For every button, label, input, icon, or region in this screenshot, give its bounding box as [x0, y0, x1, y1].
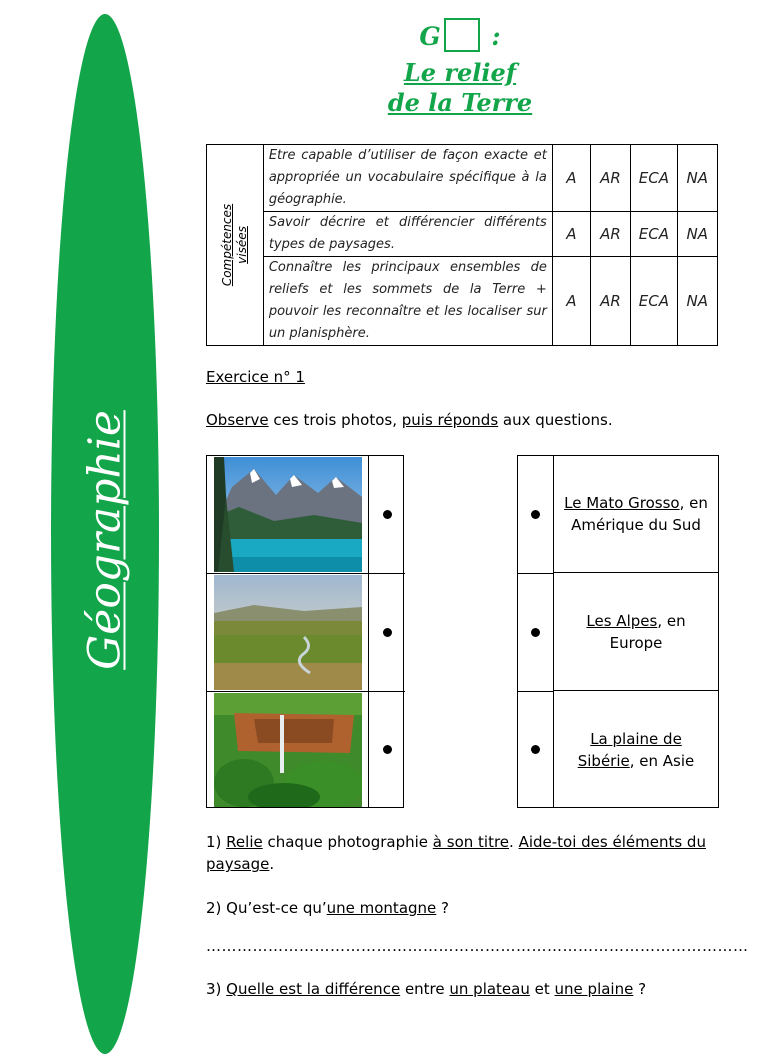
question-1: 1) Relie chaque photographie à son titre. Aide-toi des éléments du paysage.: [206, 833, 706, 873]
side-title: Géographie: [79, 410, 131, 670]
level-a[interactable]: A: [552, 257, 590, 346]
skill-row: Connaître les principaux ensembles de reliefs et les sommets de la Terre + pouvoir les reconnaître et les localiser sur un planisphère.: [263, 257, 552, 346]
question-3: 3) Quelle est la différence entre un plateau et une plaine ?: [206, 980, 647, 998]
level-ar[interactable]: AR: [590, 212, 630, 257]
place-link-dot[interactable]: [518, 456, 554, 574]
photo-link-dot[interactable]: [368, 692, 405, 807]
skill-row: Savoir décrire et différencier différents types de paysages.: [263, 212, 552, 257]
place-label: Le Mato Grosso, en Amérique du Sud: [554, 456, 718, 573]
level-eca[interactable]: ECA: [631, 257, 677, 346]
answer-line[interactable]: ……………………………………………………………………………………………: [206, 937, 749, 955]
level-ar[interactable]: AR: [590, 145, 630, 212]
photo-cell: [207, 692, 368, 807]
competences-table: [206, 144, 718, 346]
mountain-lake-photo: [214, 457, 362, 572]
sequence-code: G :: [360, 18, 560, 52]
place-label: Les Alpes, en Europe: [554, 574, 718, 691]
exercise-instruction: Observe ces trois photos, puis réponds aux questions.: [206, 411, 613, 429]
page-title: Le relief de la Terre: [387, 58, 533, 117]
competences-label: Compétences visées: [207, 145, 264, 346]
level-na[interactable]: NA: [677, 257, 717, 346]
photo-table: [206, 455, 404, 808]
plain-river-photo: [214, 575, 362, 690]
photo-cell: [207, 456, 368, 574]
skill-row: Etre capable d’utiliser de façon exacte et appropriée un vocabulaire spécifique à la géographie.: [263, 145, 552, 212]
place-link-dot[interactable]: [518, 692, 554, 807]
question-2: 2) Qu’est-ce qu’une montagne ?: [206, 899, 449, 917]
level-eca[interactable]: ECA: [631, 212, 677, 257]
waterfall-plateau-photo: [214, 693, 362, 807]
level-a[interactable]: A: [552, 212, 590, 257]
level-eca[interactable]: ECA: [631, 145, 677, 212]
place-link-dot[interactable]: [518, 574, 554, 692]
level-ar[interactable]: AR: [590, 257, 630, 346]
level-a[interactable]: A: [552, 145, 590, 212]
code-box[interactable]: [444, 18, 480, 52]
level-na[interactable]: NA: [677, 212, 717, 257]
place-label: La plaine de Sibérie, en Asie: [577, 729, 695, 770]
photo-link-dot[interactable]: [368, 456, 405, 574]
photo-cell: [207, 574, 368, 692]
exercise-title: Exercice n° 1: [206, 368, 305, 386]
level-na[interactable]: NA: [677, 145, 717, 212]
photo-link-dot[interactable]: [368, 574, 405, 692]
place-table: [517, 455, 719, 808]
